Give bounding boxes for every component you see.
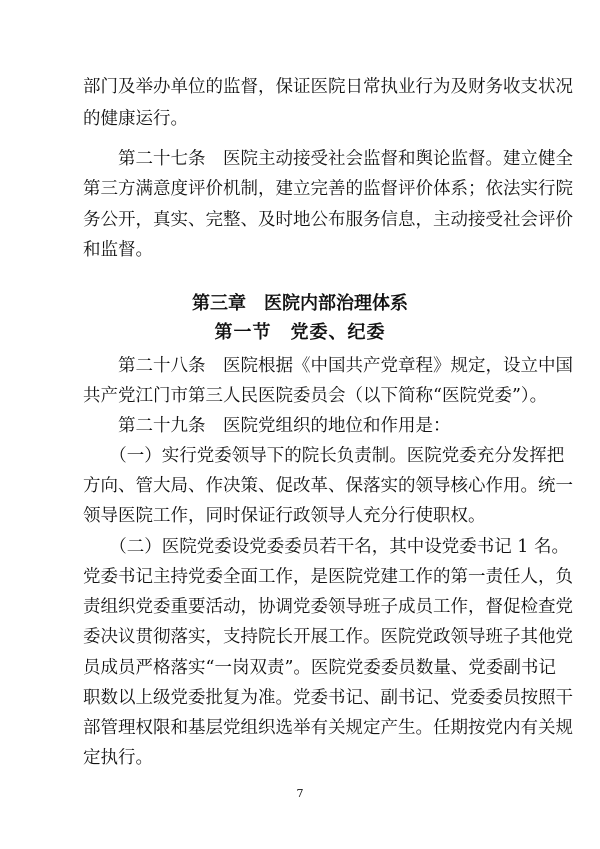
paragraph-line: 第二十九条 医院党组织的地位和作用是： xyxy=(83,416,451,436)
paragraph-line: 定执行。 xyxy=(83,748,153,768)
paragraph-line: 党委书记主持党委全面工作，是医院党建工作的第一责任人，负 xyxy=(83,567,573,587)
paragraph-line: 责组织党委重要活动，协调党委领导班子成员工作，督促检查党 xyxy=(83,597,573,617)
paragraph-line: 共产党江门市第三人民医院委员会（以下简称“医院党委”）。 xyxy=(83,386,548,406)
paragraph-line: 第三方满意度评价机制，建立完善的监督评价体系；依法实行院 xyxy=(83,179,573,199)
paragraph-line: 员成员严格落实“一岗双责”。医院党委委员数量、党委副书记 xyxy=(83,658,556,678)
paragraph-line: 务公开，真实、完整、及时地公布服务信息，主动接受社会评价 xyxy=(83,210,573,230)
paragraph-line: 部门及举办单位的监督，保证医院日常执业行为及财务收支状况 xyxy=(83,77,573,97)
paragraph-line: 的健康运行。 xyxy=(83,109,188,129)
paragraph-line: （二）医院党委设党委委员若干名，其中设党委书记 1 名。 xyxy=(83,537,570,557)
paragraph-line: 和监督。 xyxy=(83,240,153,260)
page-number: 7 xyxy=(296,787,304,800)
paragraph-line: 第二十七条 医院主动接受社会监督和舆论监督。建立健全 xyxy=(83,149,573,169)
paragraph-line: 职数以上级党委批复为准。党委书记、副书记、党委委员按照干 xyxy=(83,688,573,708)
paragraph-line: 领导医院工作，同时保证行政领导人充分行使职权。 xyxy=(83,506,486,526)
paragraph-line: （一）实行党委领导下的院长负责制。医院党委充分发挥把 xyxy=(83,446,565,466)
paragraph-line: 委决议贯彻落实，支持院长开展工作。医院党政领导班子其他党 xyxy=(83,627,573,647)
paragraph-line: 部管理权限和基层党组织选举有关规定产生。任期按党内有关规 xyxy=(83,718,573,738)
paragraph-line: 方向、管大局、作决策、促改革、保落实的领导核心作用。统一 xyxy=(83,476,573,496)
section-heading: 第一节 党委、纪委 xyxy=(214,322,386,343)
chapter-heading: 第三章 医院内部治理体系 xyxy=(192,293,408,314)
paragraph-line: 第二十八条 医院根据《中国共产党章程》规定，设立中国 xyxy=(83,356,573,376)
